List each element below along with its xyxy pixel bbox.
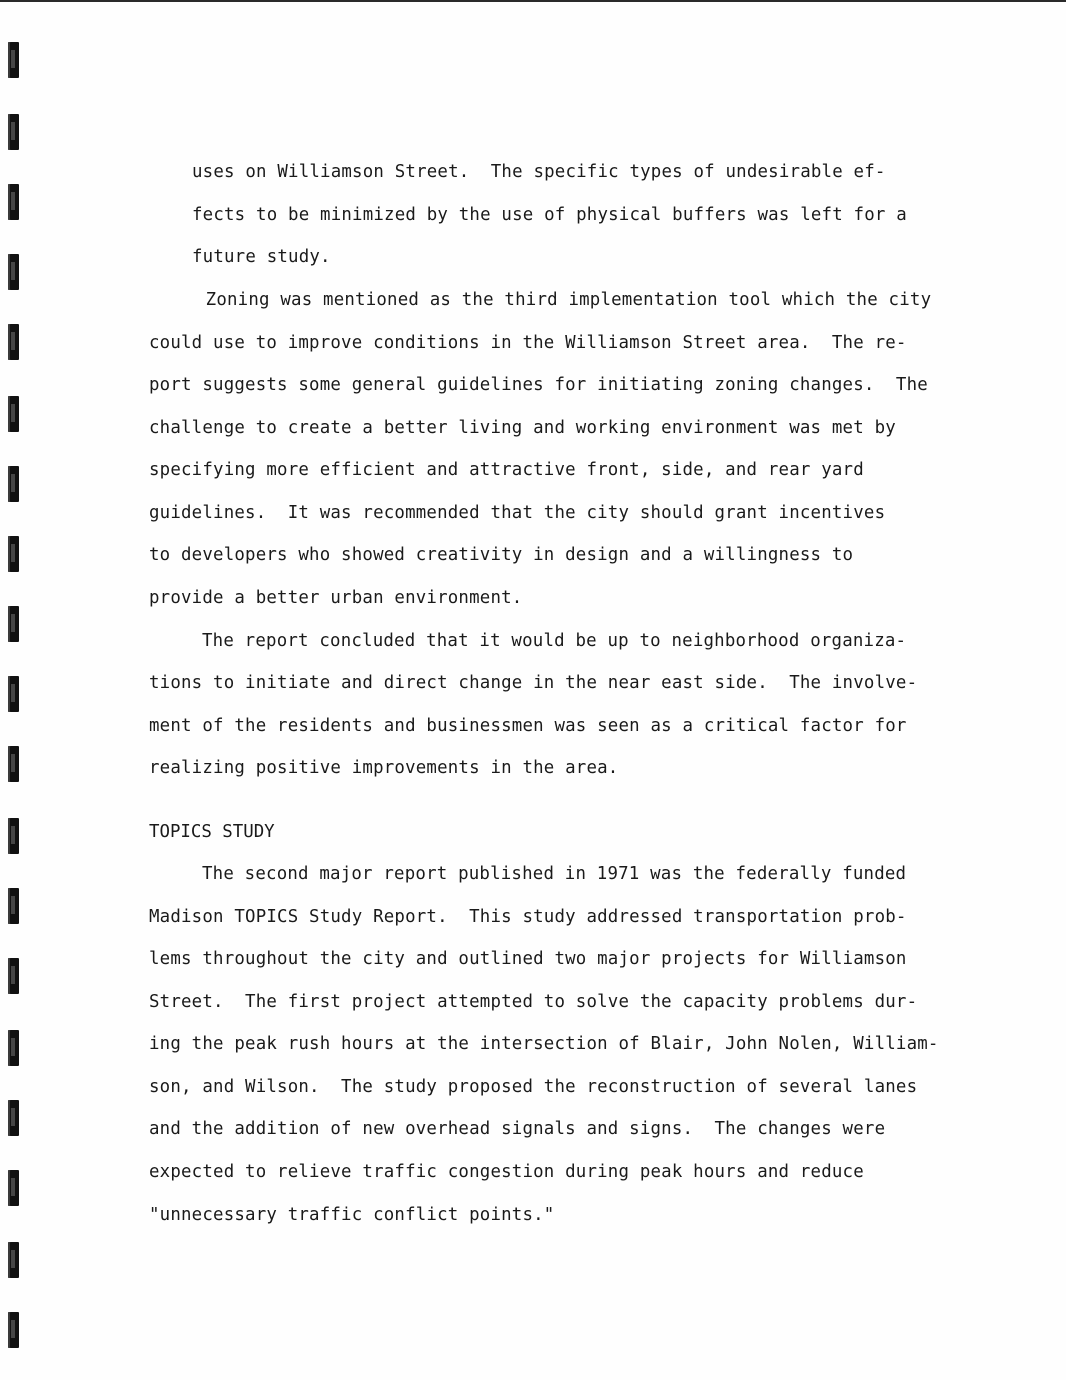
binding-mark (8, 746, 19, 782)
binding-mark (8, 396, 19, 432)
binding-mark (8, 42, 19, 78)
text-line: ment of the residents and businessmen was seen as a critical factor for (149, 716, 907, 736)
binding-mark (8, 254, 19, 290)
text-line: challenge to create a better living and working environment was met by (149, 418, 896, 438)
binding-mark (8, 676, 19, 712)
text-line: could use to improve conditions in the Williamson Street area. The re- (149, 333, 907, 353)
text-line: future study. (192, 247, 331, 267)
text-line: lems throughout the city and outlined two major projects for Williamson (149, 949, 907, 969)
binding-mark (8, 1100, 19, 1136)
binding-mark (8, 536, 19, 572)
binding-mark (8, 606, 19, 642)
text-line: realizing positive improvements in the area. (149, 758, 619, 778)
section-heading: TOPICS STUDY (149, 822, 275, 842)
binding-mark (8, 958, 19, 994)
binding-mark (8, 1030, 19, 1066)
text-line: expected to relieve traffic congestion during peak hours and reduce (149, 1162, 864, 1182)
text-line: The report concluded that it would be up to neighborhood organiza- (202, 631, 907, 651)
text-line: guidelines. It was recommended that the city should grant incentives (149, 503, 886, 523)
text-line: son, and Wilson. The study proposed the reconstruction of several lanes (149, 1077, 918, 1097)
text-line: provide a better urban environment. (149, 588, 523, 608)
binding-hole-strip (0, 0, 30, 1380)
text-line: Street. The first project attempted to solve the capacity problems dur- (149, 992, 918, 1012)
text-line: Madison TOPICS Study Report. This study addressed transportation prob- (149, 907, 907, 927)
binding-mark (8, 1242, 19, 1278)
text-line: Zoning was mentioned as the third implementation tool which the city (195, 290, 932, 310)
text-line: port suggests some general guidelines for initiating zoning changes. The (149, 375, 928, 395)
binding-mark (8, 1170, 19, 1206)
binding-mark (8, 1312, 19, 1348)
text-line: ing the peak rush hours at the intersection of Blair, John Nolen, William- (149, 1034, 939, 1054)
text-line: uses on Williamson Street. The specific types of undesirable ef- (192, 162, 886, 182)
text-line: to developers who showed creativity in design and a willingness to (149, 545, 854, 565)
text-line: tions to initiate and direct change in the near east side. The involve- (149, 673, 918, 693)
text-line: specifying more efficient and attractive front, side, and rear yard (149, 460, 864, 480)
binding-mark (8, 888, 19, 924)
text-line: "unnecessary traffic conflict points." (149, 1205, 555, 1225)
text-line: and the addition of new overhead signals and signs. The changes were (149, 1119, 886, 1139)
binding-mark (8, 184, 19, 220)
text-line: The second major report published in 1971 was the federally funded (202, 864, 907, 884)
binding-mark (8, 324, 19, 360)
binding-mark (8, 466, 19, 502)
top-edge-rule (0, 0, 1066, 2)
text-line: fects to be minimized by the use of physical buffers was left for a (192, 205, 907, 225)
binding-mark (8, 114, 19, 150)
binding-mark (8, 818, 19, 854)
